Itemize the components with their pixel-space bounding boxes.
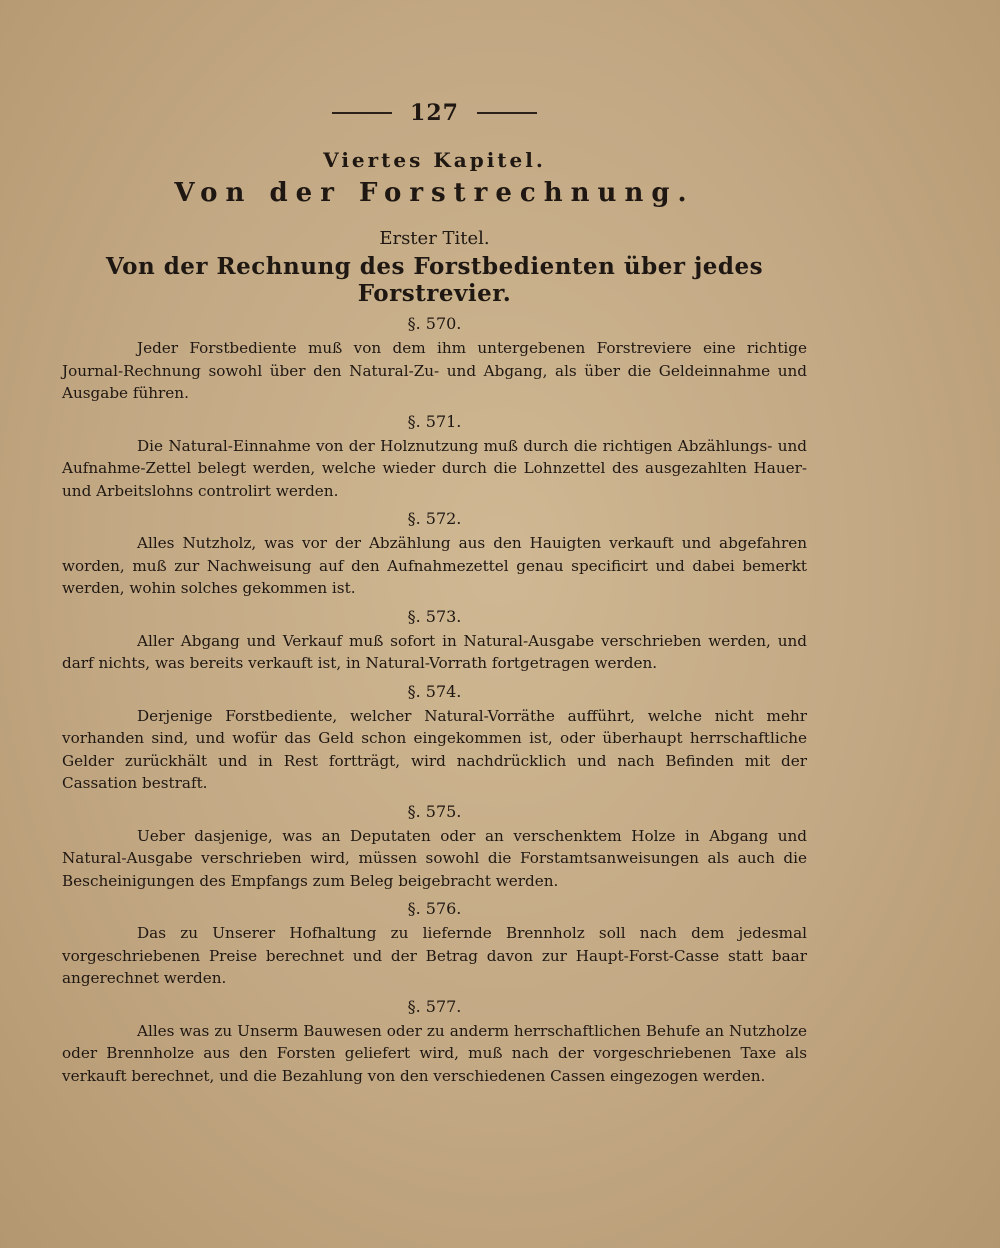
section-number: §. 575. — [407, 801, 462, 821]
section-text: Derjenige Forstbediente, welcher Natural-Vorräthe aufführt, welche nicht mehr vorhanden sind, und wofür das Geld schon eingekommen ist, oder überhaupt herrschaftliche Gelder zurückhält und in Rest fortträgt, wird nachdrücklich und nach Befinden mit der Cassation bestraft. — [62, 706, 807, 792]
title-label: Erster Titel. — [379, 228, 490, 249]
section-577 — [62, 994, 807, 1088]
section-570 — [62, 311, 807, 405]
section-text: Das zu Unserer Hofhaltung zu liefernde Brennholz soll nach dem jedesmal vorgeschriebenen Preise berechnet und der Betrag davon zur Haupt-Forst-Casse statt baar angerechnet werden. — [62, 924, 807, 987]
section-text: Alles was zu Unserm Bauwesen oder zu anderm herrschaftlichen Behufe an Nutzholze oder Brennholze aus den Forsten geliefert wird, muß nach der vorgeschriebenen Taxe als verkauft berechnet, und die Bezahlung von den verschiedenen Cassen eingezogen werden. — [62, 1021, 807, 1085]
section-number: §. 572. — [407, 509, 462, 528]
section-576 — [62, 896, 807, 990]
page-header — [62, 92, 807, 134]
section-text: Ueber dasjenige, was an Deputaten oder an verschenktem Holze in Abgang und Natural-Ausgabe verschrieben wird, müssen sowohl die Forstamtsanweisungen als auch die Bescheinigungen des Empfangs zum Beleg beigebracht werden. — [62, 826, 807, 890]
chapter-label: Viertes Kapitel. — [323, 148, 546, 172]
header-rule-right — [477, 112, 537, 114]
section-575 — [62, 799, 807, 893]
section-number: §. 570. — [407, 314, 462, 333]
chapter-title: Von der Forstrechnung. — [174, 178, 695, 208]
section-text: Die Natural-Einnahme von der Holznutzung muß durch die richtigen Abzählungs- und Aufnahme-Zettel belegt werden, welche wieder durch die Lohnzettel des ausgezahlten Hauer- und Arbeitslohns controlirt werden. — [62, 436, 807, 500]
section-571 — [62, 409, 807, 503]
title-heading: Von der Rechnung des Forstbedienten über jedes Forstrevier. — [105, 253, 764, 307]
section-573 — [62, 604, 807, 675]
section-574 — [62, 679, 807, 795]
section-text: Jeder Forstbediente muß von dem ihm untergebenen Forstreviere eine richtige Journal-Rechnung sowohl über den Natural-Zu- und Abgang, als über die Geldeinnahme und Ausgabe führen. — [62, 339, 807, 402]
section-number: §. 577. — [407, 996, 462, 1016]
page-number: 127 — [410, 100, 459, 126]
section-text: Alles Nutzholz, was vor der Abzählung aus den Hauigten verkauft und abgefahren worden, muß zur Nachweisung auf den Aufnahmezettel genau specificirt und dabei bemerkt werden, wohin solches gekommen ist. — [62, 534, 807, 597]
section-number: §. 574. — [407, 681, 462, 701]
section-572 — [62, 506, 807, 600]
section-text: Aller Abgang und Verkauf muß sofort in Natural-Ausgabe verschrieben werden, und darf nichts, was bereits verkauft ist, in Natural-Vorrath fortgetragen werden. — [62, 631, 807, 672]
section-number: §. 576. — [407, 899, 462, 918]
header-rule-left — [332, 112, 392, 114]
page-content — [62, 92, 807, 1087]
section-number: §. 573. — [407, 606, 462, 626]
section-number: §. 571. — [407, 411, 462, 431]
